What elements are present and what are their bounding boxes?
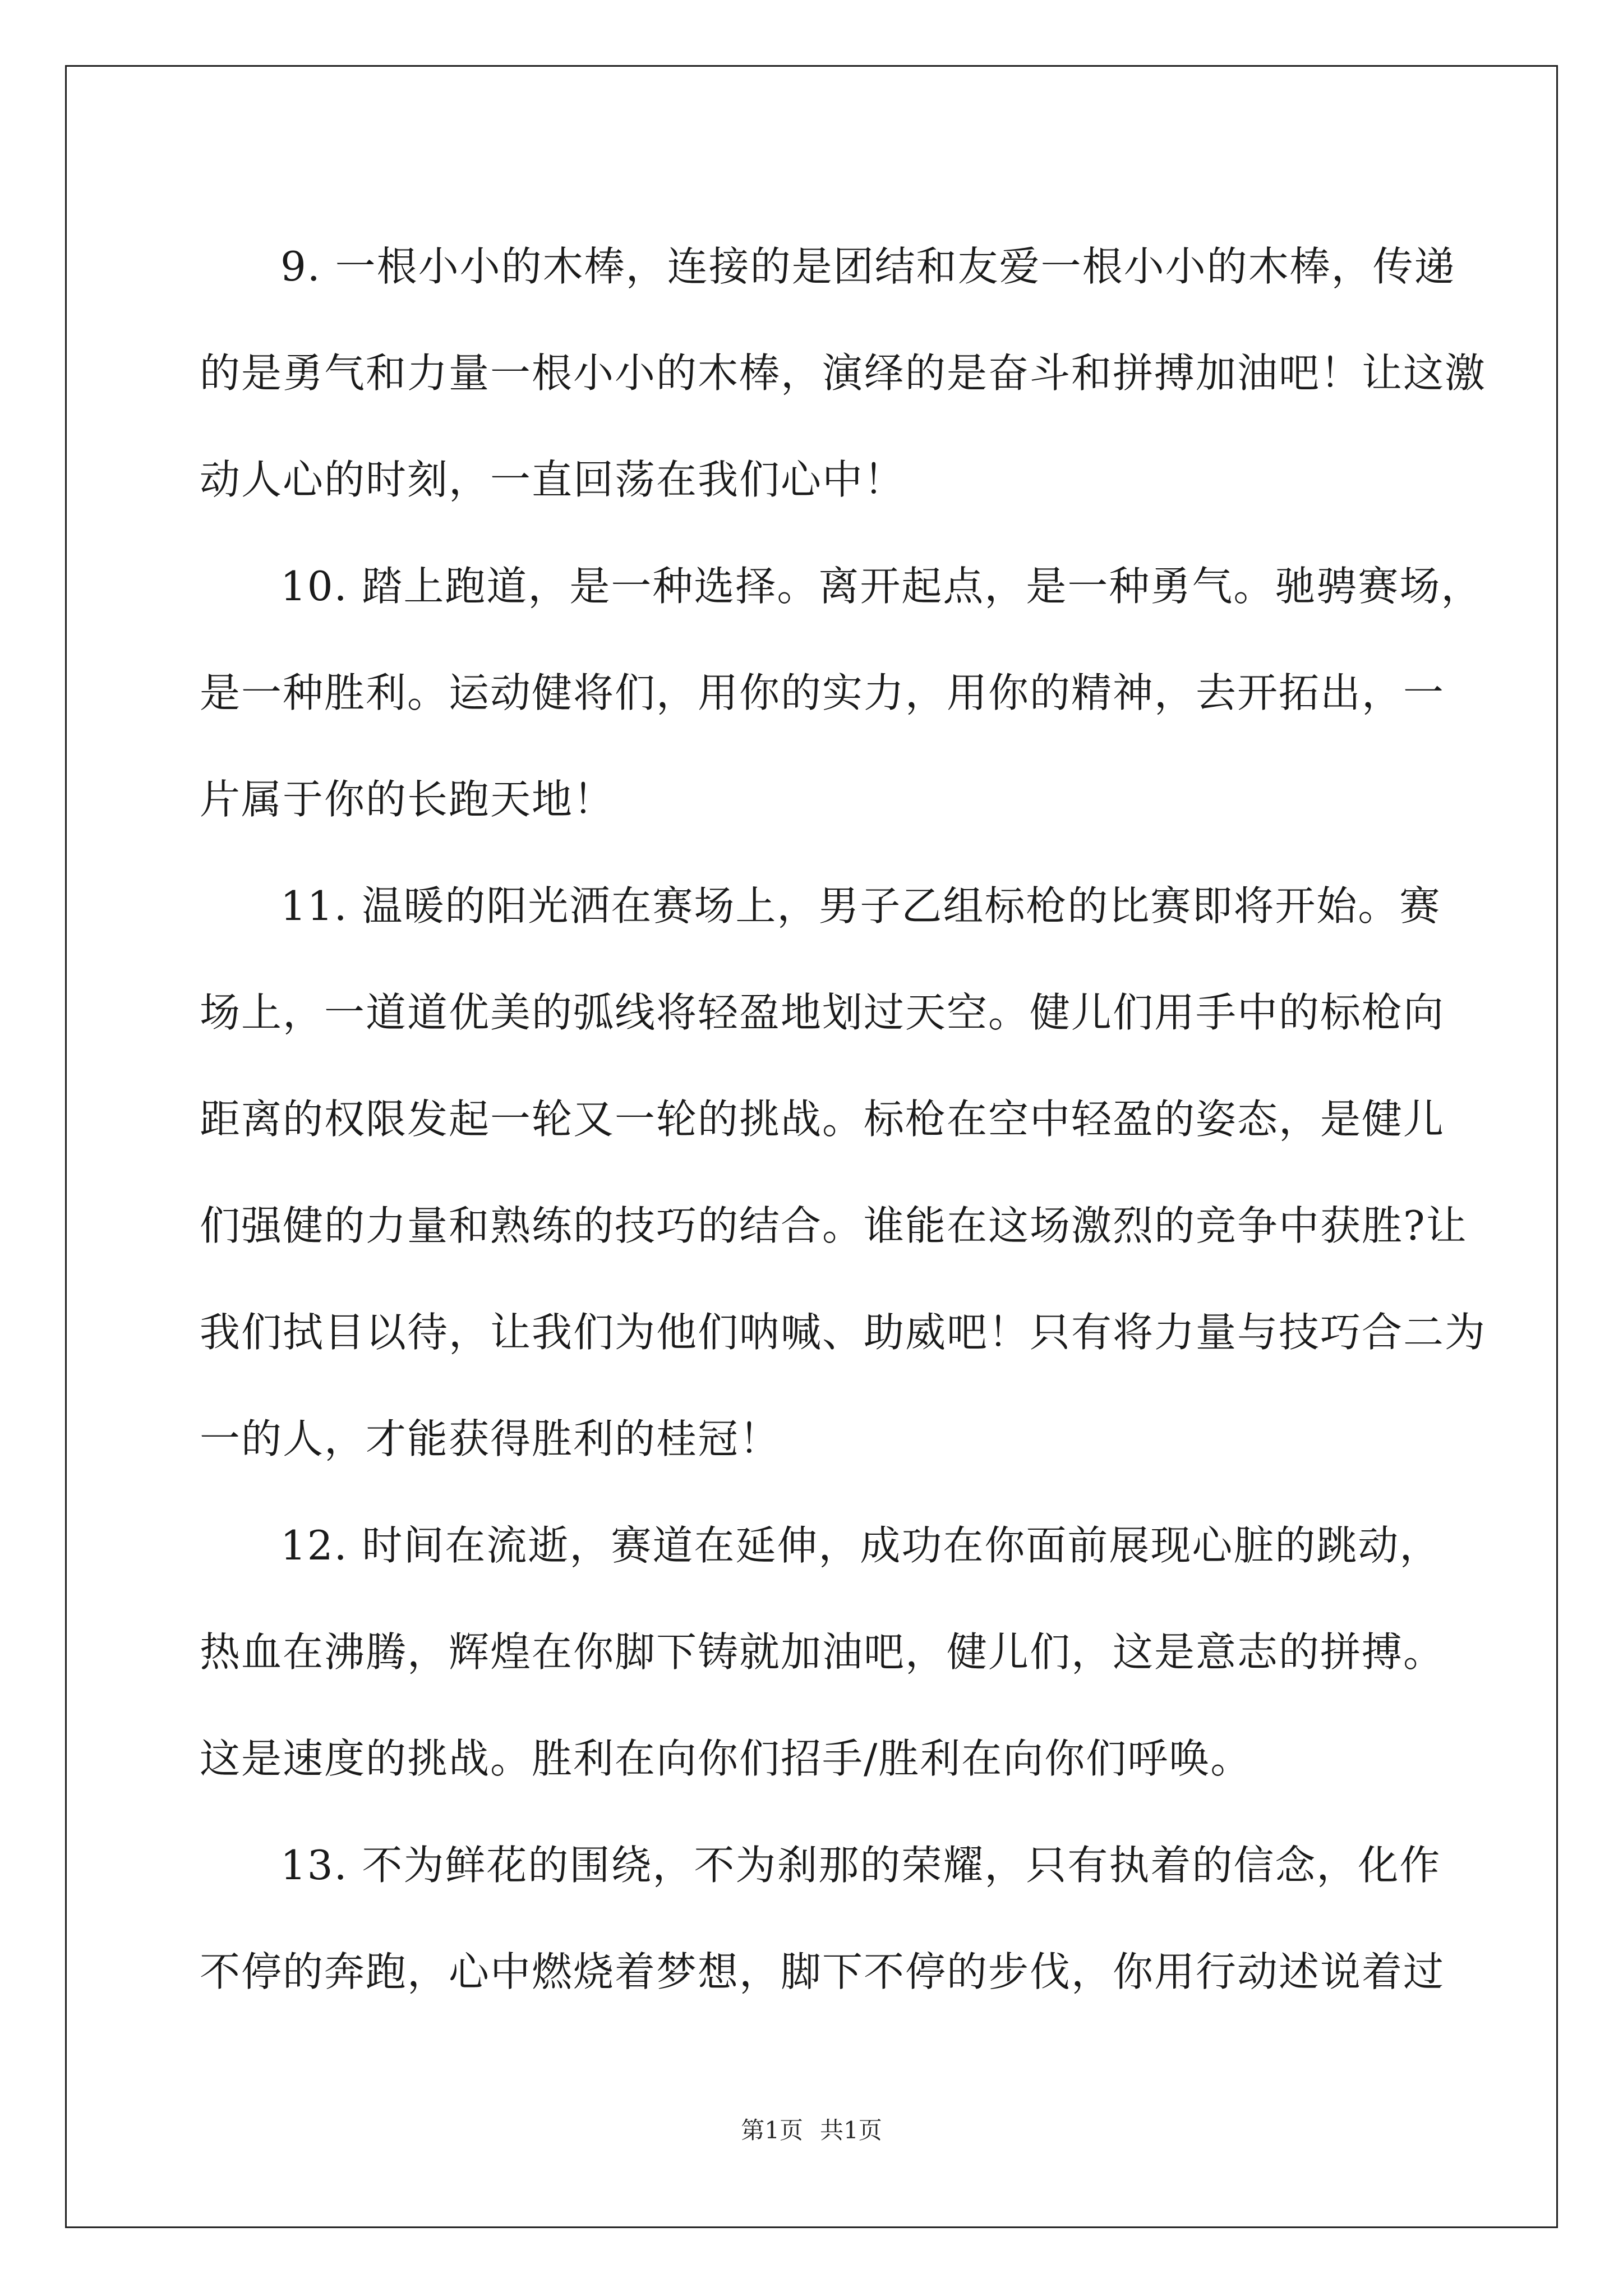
text-line: 的是勇气和力量一根小小的木棒，演绎的是奋斗和拼搏加油吧！让这激 <box>200 349 1487 397</box>
page-number: 第1页 <box>741 2116 803 2144</box>
page-footer <box>0 2114 1623 2147</box>
text-line: 不停的奔跑，心中燃烧着梦想，脚下不停的步伐，你用行动述说着过 <box>200 1948 1445 1995</box>
document-body <box>200 213 1487 2025</box>
text-line: 们强健的力量和熟练的技巧的结合。谁能在这场激烈的竞争中获胜?让 <box>200 1202 1468 1249</box>
text-line: 我们拭目以待，让我们为他们呐喊、助威吧！只有将力量与技巧合二为 <box>200 1309 1487 1356</box>
text-line: 12. 时间在流逝，赛道在延伸，成功在你面前展现心脏的跳动， <box>280 1522 1441 1569</box>
text-line: 热血在沸腾，辉煌在你脚下铸就加油吧，健儿们，这是意志的拼搏。 <box>200 1628 1445 1676</box>
text-line: 片属于你的长跑天地！ <box>200 776 615 823</box>
text-line: 动人心的时刻，一直回荡在我们心中！ <box>200 456 906 503</box>
text-line: 场上，一道道优美的弧线将轻盈地划过天空。健儿们用手中的标枪向 <box>200 989 1445 1036</box>
text-line: 10. 踏上跑道，是一种选择。离开起点，是一种勇气。驰骋赛场， <box>280 563 1483 610</box>
text-line: 距离的权限发起一轮又一轮的挑战。标枪在空中轻盈的姿态，是健儿 <box>200 1096 1445 1143</box>
text-line: 11. 温暖的阳光洒在赛场上，男子乙组标枪的比赛即将开始。赛 <box>280 882 1441 930</box>
text-line: 是一种胜利。运动健将们，用你的实力，用你的精神，去开拓出，一 <box>200 669 1445 716</box>
text-line: 9. 一根小小的木棒，连接的是团结和友爱一根小小的木棒，传递 <box>280 243 1456 290</box>
text-line: 13. 不为鲜花的围绕，不为刹那的荣耀，只有执着的信念，化作 <box>280 1842 1441 1889</box>
page-total: 共1页 <box>820 2116 882 2144</box>
text-line: 这是速度的挑战。胜利在向你们招手/胜利在向你们呼唤。 <box>200 1735 1252 1782</box>
text-line: 一的人，才能获得胜利的桂冠！ <box>200 1415 781 1462</box>
